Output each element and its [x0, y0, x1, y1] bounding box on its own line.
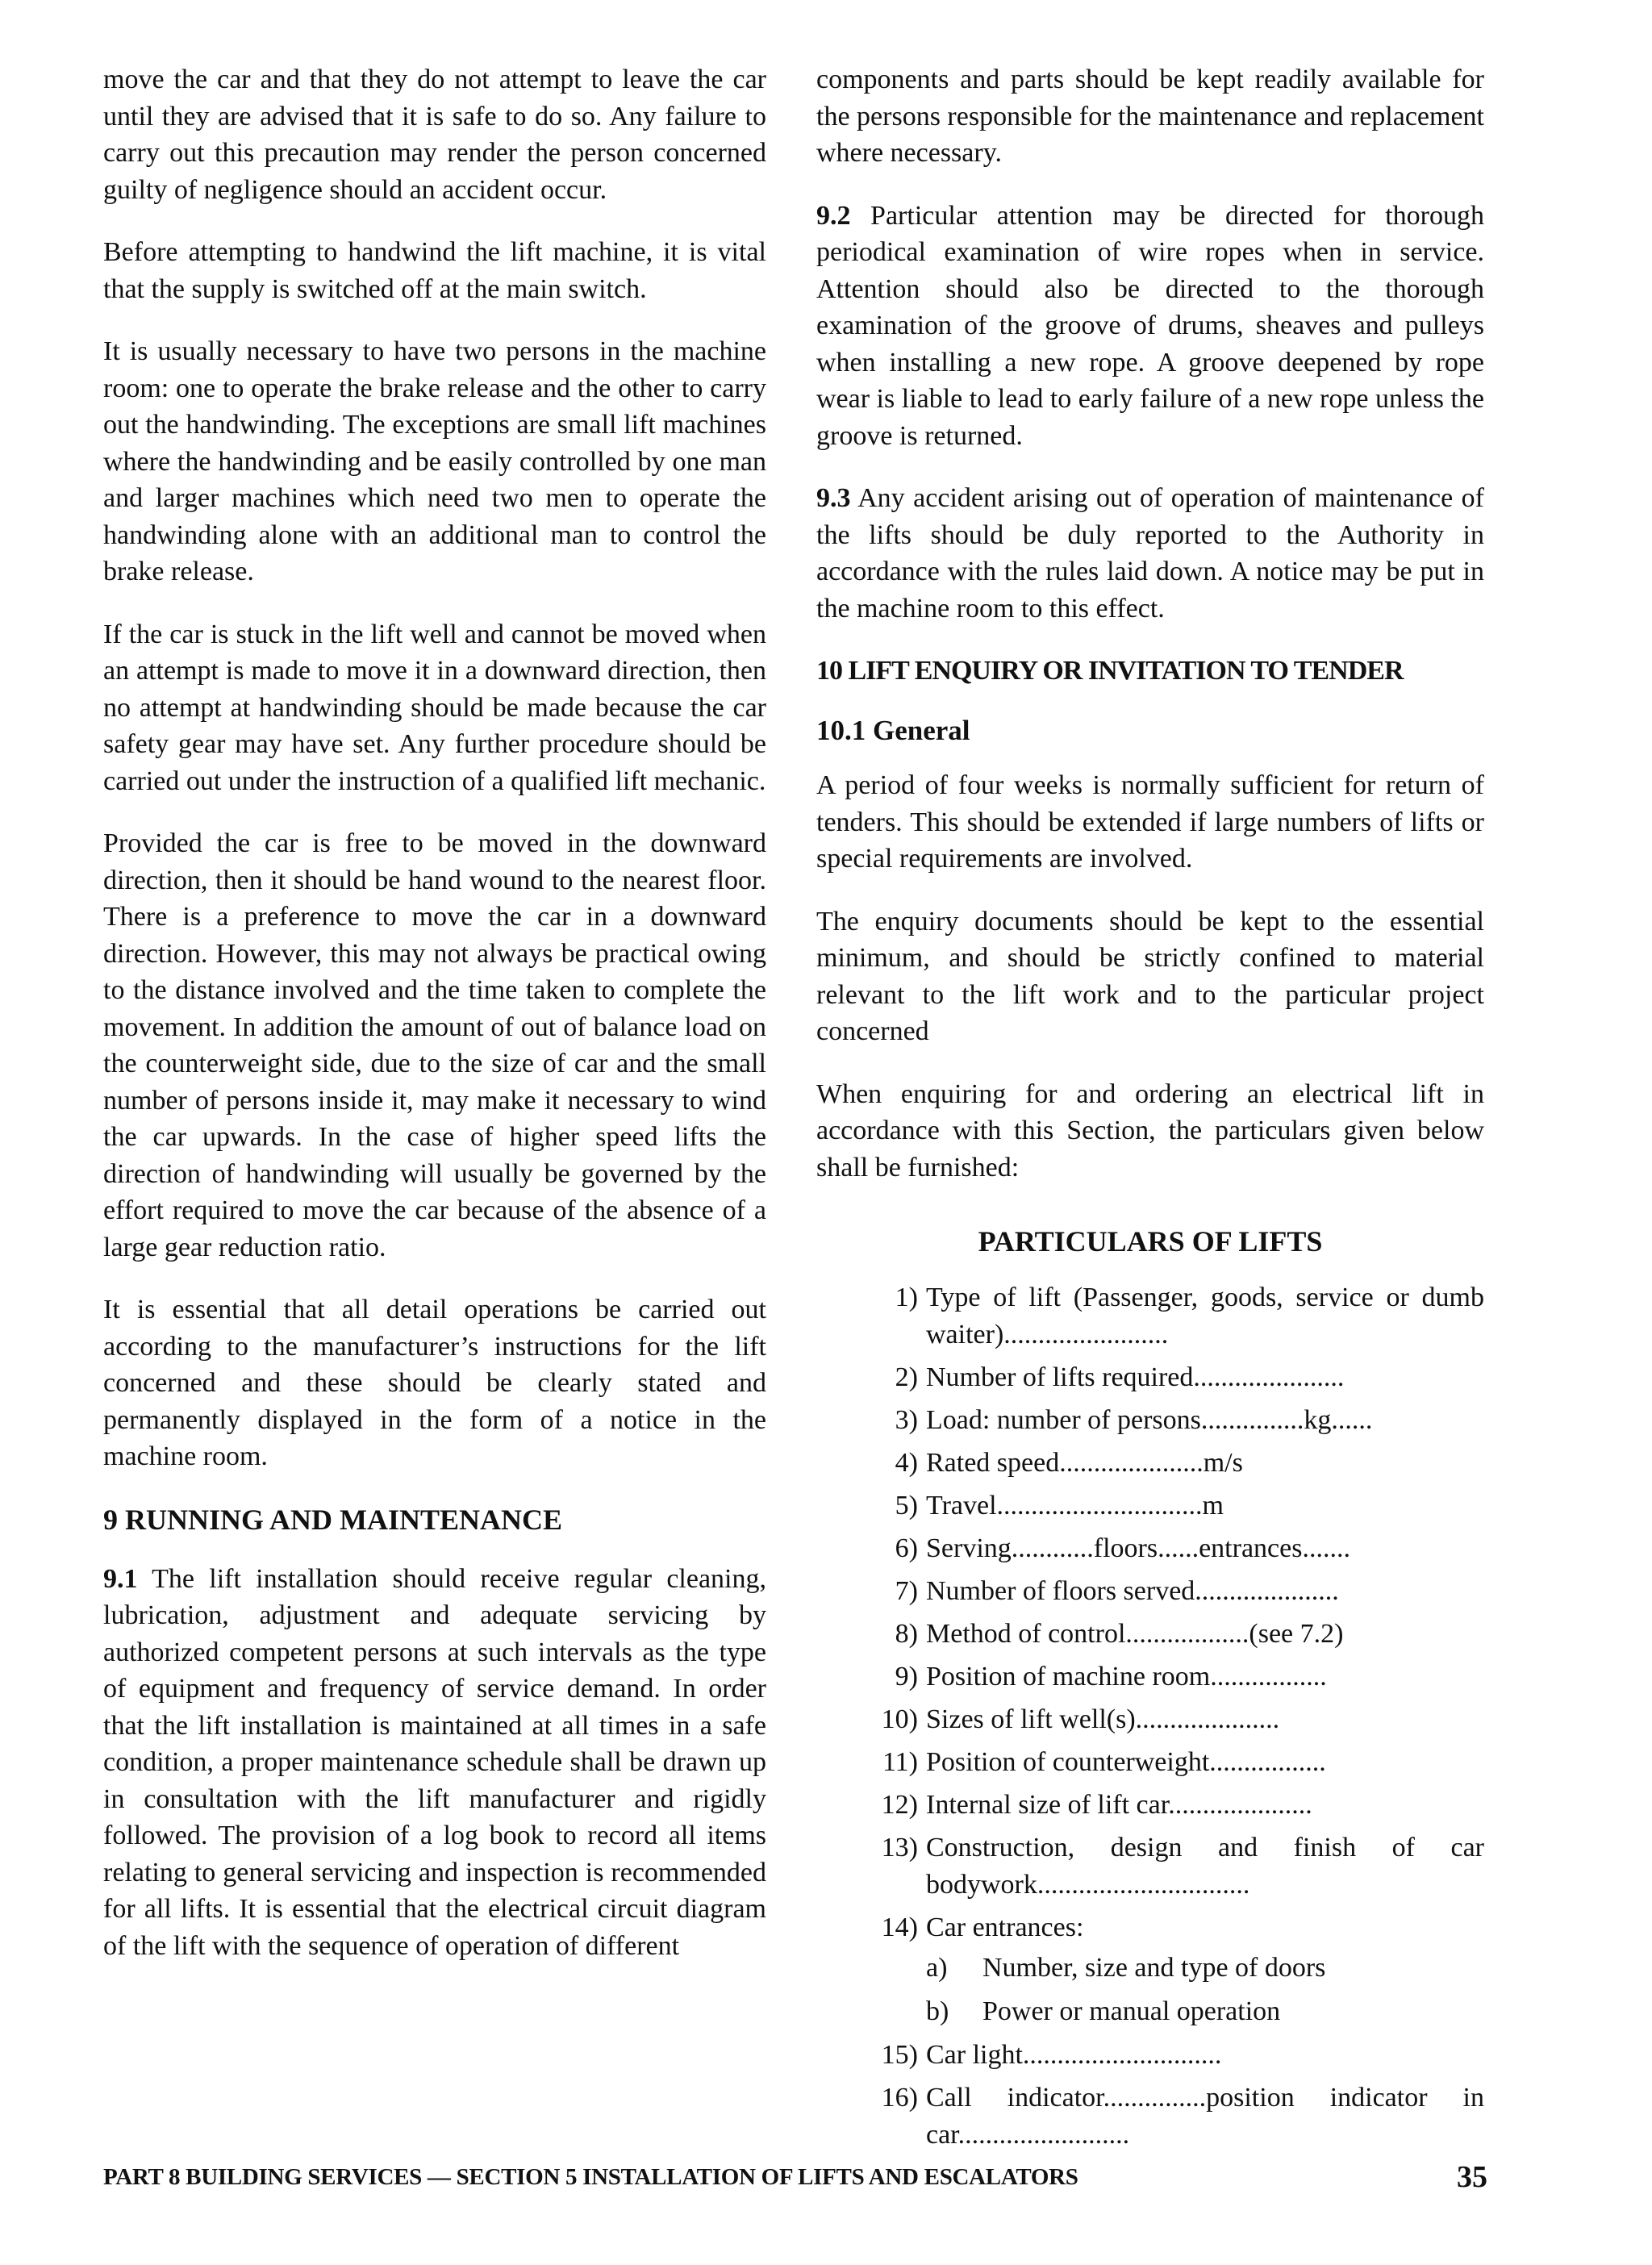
item-number: 8) — [895, 1619, 918, 1649]
item-text: Construction, design and finish of car bodywork............................... — [926, 1833, 1484, 1900]
item-number: 3) — [895, 1405, 918, 1435]
clause-text: Particular attention may be directed for thorough periodical examination of wire ropes when in service. Attention should also be directed to the thorough examination of the groove of drums, sheaves and pulleys when installing a new rope. A groove deepened by rope wear is liable to lead to early failure of a new rope unless the groove is returned. — [816, 200, 1484, 451]
item-text: Call indicator...............position indicator in car......................... — [926, 2083, 1484, 2150]
item-number: 1) — [895, 1283, 918, 1312]
list-item — [816, 2037, 1484, 2074]
particulars-title: PARTICULARS OF LIFTS — [978, 1225, 1323, 1258]
item-number: 15) — [881, 2040, 918, 2070]
list-item — [816, 1909, 1484, 2030]
list-item — [816, 1445, 1484, 1482]
paragraph: Before attempting to handwind the lift machine, it is vital that the supply is switched off at the main switch. — [103, 237, 766, 304]
list-item — [816, 1530, 1484, 1567]
item-number: 14) — [881, 1913, 918, 1942]
item-text: Internal size of lift car..................... — [926, 1790, 1312, 1820]
clause-text: Any accident arising out of operation of maintenance of the lifts should be duly reported to the Authority in accordance with the rules laid down. A notice may be put in the machine room to this effect. — [816, 483, 1485, 624]
item-text: Position of machine room................. — [926, 1662, 1327, 1691]
item-text: Sizes of lift well(s)..................... — [926, 1704, 1280, 1734]
paragraph: It is usually necessary to have two persons in the machine room: one to operate the brake release and the other to carry out the handwinding. The exceptions are small lift machines where the handwinding and be easily controlled by one man and larger machines which need two men to operate the handwinding alone with an additional man to control the brake release. — [103, 336, 766, 586]
section-heading-10: 10 LIFT ENQUIRY OR INVITATION TO TENDER — [816, 656, 1404, 686]
left-column — [103, 61, 766, 1990]
right-column — [816, 61, 1484, 2159]
list-item — [816, 1829, 1484, 1904]
paragraph: Provided the car is free to be moved in the downward direction, then it should be hand wound to the nearest floor. There is a preference to move the car in a downward direction. However, this may not always be practical owing to the distance involved and the time taken to complete the movement. In addition the amount of out of balance load on the counterweight side, due to the size of car and the small number of persons inside it, may make it necessary to wind the car upwards. In the case of higher speed lifts the direction of handwinding will usually be governed by the effort required to move the car because of the absence of a large gear reduction ratio. — [103, 828, 766, 1262]
sub-item-letter: b) — [926, 1996, 949, 2026]
list-item — [816, 1658, 1484, 1696]
footer-text: PART 8 BUILDING SERVICES — SECTION 5 INSTALLATION OF LIFTS AND ESCALATORS — [103, 2164, 1078, 2190]
list-item — [816, 1279, 1484, 1354]
paragraph: components and parts should be kept readily available for the persons responsible for the maintenance and replacement where necessary. — [816, 65, 1484, 168]
clause-text: The lift installation should receive regular cleaning, lubrication, adjustment and adequate servicing by authorized competent persons at such intervals as the type of equipment and frequency of service demand. In order that the lift installation is maintained at all times in a safe condition, a proper maintenance schedule shall be drawn up in consultation with the lift manufacturer and rigidly followed. The provision of a log book to record all items relating to general servicing and inspection is recommended for all lifts. It is essential that the electrical circuit diagram of the lift with the sequence of operation of different — [103, 1563, 766, 1961]
item-text: Number of lifts required...................... — [926, 1362, 1345, 1392]
item-text: Car light............................. — [926, 2040, 1222, 2070]
item-text: Rated speed.....................m/s — [926, 1448, 1243, 1478]
particulars-list — [816, 1279, 1484, 2154]
section-heading-9: 9 RUNNING AND MAINTENANCE — [103, 1503, 563, 1536]
list-item — [816, 1787, 1484, 1824]
paragraph: It is essential that all detail operations be carried out according to the manufacturer’s instructions for the lift concerned and these should be clearly stated and permanently displayed in the form of a notice in the machine room. — [103, 1295, 766, 1471]
list-item — [816, 1744, 1484, 1781]
list-item — [816, 1701, 1484, 1738]
item-number: 9) — [895, 1662, 918, 1691]
clause-9-2 — [816, 198, 1484, 455]
item-number: 6) — [895, 1533, 918, 1563]
item-number: 7) — [895, 1576, 918, 1606]
sub-item-text: Power or manual operation — [982, 1996, 1281, 2026]
sub-item-letter: a) — [926, 1953, 948, 1983]
item-number: 11) — [882, 1747, 918, 1777]
list-item — [816, 1359, 1484, 1396]
paragraph: A period of four weeks is normally sufficient for return of tenders. This should be extended if large numbers of lifts or special requirements are involved. — [816, 770, 1484, 874]
item-text: Method of control..................(see 7.2) — [926, 1619, 1344, 1649]
item-number: 13) — [881, 1833, 918, 1862]
subsection-heading-10-1: 10.1 General — [816, 715, 970, 746]
item-number: 4) — [895, 1448, 918, 1478]
item-number: 2) — [895, 1362, 918, 1392]
item-number: 5) — [895, 1491, 918, 1520]
item-number: 12) — [881, 1790, 918, 1820]
clause-number: 9.2 — [816, 200, 851, 231]
paragraph: When enquiring for and ordering an electrical lift in accordance with this Section, the particulars given below shall be furnished: — [816, 1078, 1484, 1183]
sub-list-item — [926, 1993, 1484, 2030]
sub-item-text: Number, size and type of doors — [982, 1953, 1326, 1983]
page-number: 35 — [1457, 2160, 1487, 2194]
item-number: 16) — [881, 2083, 918, 2113]
item-text: Serving............floors......entrances....... — [926, 1533, 1350, 1563]
paragraph: move the car and that they do not attempt to leave the car until they are advised that it is safe to do so. Any failure to carry out this precaution may render the person concerned guilty of negligence should an accident occur. — [103, 65, 766, 205]
sub-list-item — [926, 1950, 1484, 1987]
item-text: Number of floors served..................... — [926, 1576, 1339, 1606]
clause-number: 9.1 — [103, 1563, 138, 1594]
item-text: Load: number of persons...............kg...... — [926, 1405, 1373, 1435]
list-item — [816, 2079, 1484, 2154]
item-text: Travel..............................m — [926, 1491, 1224, 1520]
clause-9-1 — [103, 1561, 766, 1965]
paragraph: The enquiry documents should be kept to the essential minimum, and should be strictly confined to material relevant to the lift work and to the particular project concerned — [816, 906, 1484, 1046]
page-footer — [103, 2160, 1487, 2205]
item-text: Type of lift (Passenger, goods, service or dumb waiter)........................ — [926, 1283, 1484, 1349]
car-entrances-sublist — [926, 1950, 1484, 2030]
item-text: Car entrances: — [926, 1913, 1084, 1942]
list-item — [816, 1616, 1484, 1653]
list-item — [816, 1573, 1484, 1610]
paragraph: If the car is stuck in the lift well and cannot be moved when an attempt is made to move it in a downward direction, then no attempt at handwinding should be made because the car safety gear may have set. Any further procedure should be carried out under the instruction of a qualified lift mechanic. — [103, 619, 766, 796]
list-item — [816, 1487, 1484, 1525]
clause-number: 9.3 — [816, 483, 851, 513]
item-number: 10) — [881, 1704, 918, 1734]
clause-9-3 — [816, 480, 1484, 627]
list-item — [816, 1402, 1484, 1439]
item-text: Position of counterweight................. — [926, 1747, 1326, 1777]
